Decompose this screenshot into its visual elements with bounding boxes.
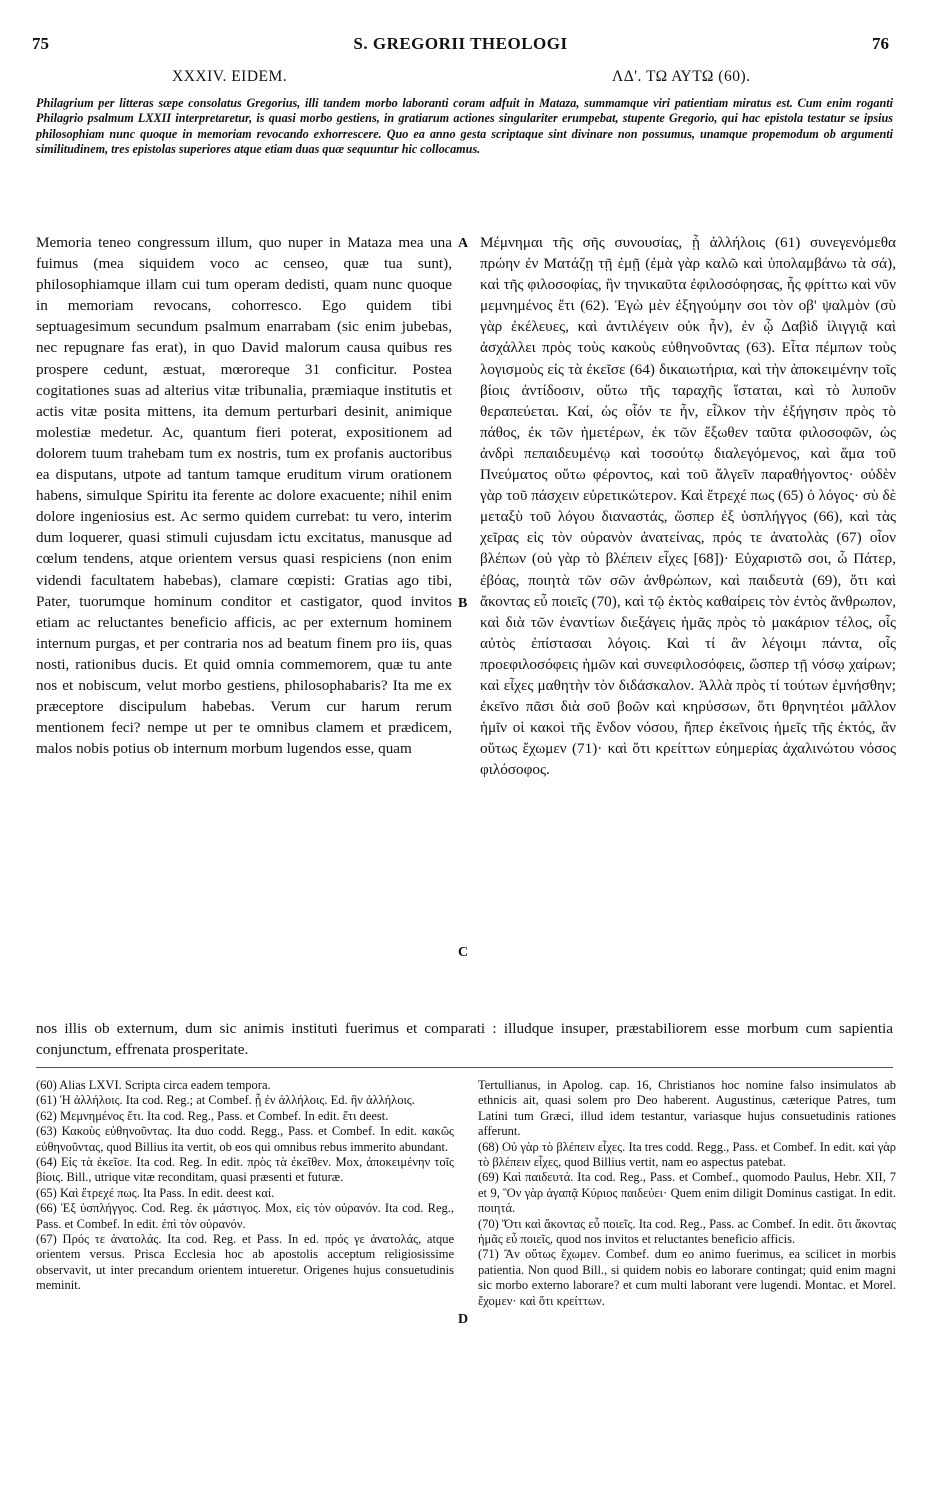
running-title: S. GREGORII THEOLOGI [353, 34, 568, 53]
footnote: Tertullianus, in Apolog. cap. 16, Christianos hoc nomine falso insimulatos ab ethnicis ait, quasi solem pro Deo haberent. Augustinus, cæterique Patres, tum Latini tum Græci, illud idem testantur, variasque hujus consuetudinis rationes afferunt. [478, 1078, 896, 1139]
letter-titles [32, 68, 889, 92]
footnote: (60) Alias LXVI. Scripta circa eadem tempora. [36, 1078, 271, 1092]
greek-column: Μέμνημαι τῆς σῆς συνουσίας, ᾗ ἀλλήλοις (61) συνεγενόμεθα πρώην ἐν Ματάζῃ τῇ ἐμῇ (ἐμὰ γὰρ καλῶ καὶ ὑπολαμβάνω τὰ σά), καὶ τῆς φιλοσοφίας, ἣν τηνικαῦτα ἐφιλοσόφησας, ἧς φρίττω καὶ νῦν μεμνημένος ἔτι (62). Ἐγὼ μὲν ἐξηγούμην σοι τὸν οβ' ψαλμὸν (σὺ γὰρ ἐκέλευες, καὶ ἀντιλέγειν οὐκ ἦν), ἐν ᾧ Δαβὶδ ἰλιγγιᾷ καὶ ἀσχάλλει πρὸς τοὺς κακοὺς εὐθηνοῦντας (63). Εἶτα πέμπων τοὺς λογισμοὺς εἰς τὰ ἐκεῖσε (64) δικαιωτήρια, καὶ τὴν ἀποκειμένην τοῖς βίοις ἀντίδοσιν, οὕτω τῆς ταραχῆς ἵσταται, καὶ τὸ λυποῦν θεραπεύεται. Καί, ὡς οἷόν τε ἦν, εἷλκον τὴν ἐξήγησιν πρὸς τὸ πάθος, ἐκ τῶν ἡμετέρων, ἐκ τῶν ἔξωθεν ταῦτα φιλοσοφῶν, ὡς ἀνδρὶ πεπαιδευμένῳ καὶ τοσούτῳ διαλεγόμενος, καὶ ἅμα τοῦ Πνεύματος οὕτω φέροντος, καὶ τοῦ ἄλγεῖν παραθήγοντος· οὐδὲν γὰρ τοῦ πάσχειν εὑρετικώτερον. Καὶ ἔτρεχέ πως (65) ὁ λόγος· σὺ δὲ μεταξὺ τοῦ λόγου διαναστάς, ὥσπερ ἐξ ὑσπλήγγος (66), καὶ τὰς χεῖρας εἰς τὸν οὐρανὸν ἀνατείνας, πρός τε ἀνατολὰς (67) οἷον βλέπων (οὐ γὰρ τὸ βλέπειν εἶχες [68])· Εὐχαριστῶ σοι, ὦ Πάτερ, ἐβόας, ποιητὰ τῶν σῶν ἀνθρώπων, καὶ παιδευτὰ (69), ὅτι καὶ ἄκοντας εὖ ποιεῖς (70), καὶ τῷ ἐκτὸς καθαίρεις τὸν ἐντὸς ἄνθρωπον, καὶ διὰ τῶν ἐναντίων διεξάγεις ἡμᾶς πρὸς τὸ μακάριον τέλος, οἷς αὐτὸς ἐπίστασαι λόγοις. Καὶ τί ἂν λέγοιμι πάντα, οἷς προεφιλοσόφεις ἡμῶν καὶ συνεφιλοσόφεις, ὥσπερ τῇ νόσῳ χαίρων; καὶ εἶχες μαθητὴν τὸν διδάσκαλον. Ἀλλὰ πρὸς τί τούτων ἐμνήσθην; ἐκεῖνο πᾶσι διὰ σοῦ βοῶν καὶ κηρύσσων, ὅτι θρηνητέοι μᾶλλον ἡμῖν οἱ κακοὶ τῆς ἔνδον νόσου, ἤπερ ἐκεῖνοις ἡμεῖς τῆς ἐκτός, ἂν οὕτως ἔχωμεν (71)· καὶ ὅτι κρείττων εὐημερίας ἀχαλινώτου νόσος φιλόσοφος. [480, 234, 896, 779]
footnote-divider [36, 1067, 893, 1068]
latin-column: Memoria teneo congressum illum, quo nuper in Mataza mea una fuimus (mea siquidem voco ac censeo, quæ tua sunt), philosophiamque illam cui tum operam dedisti, quam nunc quoque in memoriam revocans, cohorresco. Ego quidem tibi septuagesimum secundum psalmum enarrabam (sic enim jubebas, nec repugnare fas erat), in quo David malorum causa quibus res prospere cedunt, æstuat, mœroreque 31 conficitur. Postea cogitationes suas ad alterius vitæ tribunalia, præmiaque institutis et actis vitæ posita mittens, ita demum perturbari desinit, animique molestiæ medetur. Ac, quantum fieri poterat, expositionem ad dolorem tuum trahebam tum ex nostris, tum ex profanis auctoribus ea disputans, utpote ad tantum tamque eruditum virum orationem habens, simulque Spiritu ita ferente ac dolore exacuente; nihil enim dolore ingeniosius est. Ac sermo quidem currebat: tu vero, interim dum loquerer, quasi stimuli cujusdam ictu excitatus, manusque ad cœlum tendens, atque orientem versus quasi respiciens (non enim videndi facultatem habebas), clamare cœpisti: Gratias ago tibi, Pater, tuorumque hominum conditor et castigator, quod invitos etiam ac reluctantes beneficio afficis, ac per externum hominem internum purgas, et per contraria nos ad beatum finem pro iis, quas nosti, rationibus ducis. Et quid omnia commemorem, quæ tu ante nos et nobiscum, velut morbo gestiens, philosophabaris? Ita me ex præceptore discipulum habebas. Verum cur harum rerum mentionem feci? nempe ut per te omnibus clamem et prædicem, malos nobis potius ob internum morbum lugendos esse, quam [36, 234, 452, 758]
margin-letter-d: D [458, 1312, 469, 1327]
footnotes-right [478, 1078, 896, 1309]
margin-letter-a: A [458, 236, 469, 251]
argument-paragraph: Philagrium per litteras sæpe consolatus Gregorius, illi tandem morbo laboranti coram adfuit in Mataza, summamque viri patientiam miratus est. Cum enim roganti Philagrio psalmum LXXII interpretaretur, is quasi morbo gestiens, in gratiarum actiones singulariter erumpebat, stupente Gregorio, qui hac epistola testatur se ipsius philosophiam nunc quoque in memoriam revocando exhorrescere. Quo ea anno gesta scriptaque sint divinare non possumus, unamque propemodum ob argumenti similitudinem, tres epistolas superiores atque etiam duas quæ sequuntur hic collocamus. [36, 96, 893, 156]
footnote: (62) Μεμνημένος ἔτι. Ita cod. Reg., Pass. et Combef. In edit. ἔτι deest. [36, 1108, 389, 1123]
footnote: (67) Πρός τε ἀνατολάς. Ita cod. Reg. et Pass. In ed. πρός γε ἀνατολάς, atque orientem versus. Prisca Ecclesia hoc ab apostolis acceptum religiosissime observavit, ut inter precandum orientem intueretur. Origenes hujus consuetudinis meminit. [36, 1232, 454, 1293]
footnote: (64) Εἰς τὰ ἐκεῖσε. Ita cod. Reg. In edit. πρὸς τὰ ἐκεῖθεν. Mox, ἀποκειμένην τοῖς βίοις. Bill., utrique vitæ reconditam, quasi præsenti et futuræ. [36, 1155, 454, 1185]
margin-letter-b: B [458, 596, 468, 611]
latin-title: XXXIV. EIDEM. [172, 68, 288, 85]
page-header [32, 34, 889, 58]
footnote: (66) Ἐξ ὑσπλήγγος. Cod. Reg. ἐκ μάστιγος. Mox, εἰς τὸν οὐρανόν. Ita cod. Reg., Pass. et Combef. In edit. ἐπὶ τὸν οὐρανόν. [36, 1201, 454, 1231]
footnote: (61) Ἡ ἀλλήλοις. Ita cod. Reg.; at Combef. ᾗ ἐν ἀλλήλοις. Ed. ἣν ἀλλήλοις. [36, 1093, 415, 1108]
footnote: (68) Οὐ γὰρ τὸ βλέπειν εἶχες. Ita tres codd. Regg., Pass. et Combef. In edit. καὶ γὰρ τὸ βλέπειν εἶχες, quod Billius vertit, nam eo aspectus patebat. [478, 1139, 896, 1170]
margin-letter-c: C [458, 945, 469, 960]
latin-continuation: nos illis ob externum, dum sic animis instituti fuerimus et comparati : illudque insuper, præstabiliorem esse morbum cum sapientia conjunctum, effrenata prosperitate. [36, 1020, 893, 1059]
footnote: (70) Ὅτι καὶ ἄκοντας εὖ ποιεῖς. Ita cod. Reg., Pass. ac Combef. In edit. ὅτι ἄκοντας ἡμᾶς εὖ ποιεῖς, quod nos invitos et reluctantes beneficio afficis. [478, 1216, 896, 1247]
footnote: (65) Καὶ ἔτρεχέ πως. Ita Pass. In edit. deest καί. [36, 1185, 275, 1200]
page-number-right: 76 [872, 34, 889, 53]
greek-title: ΛΔ'. ΤΩ ΑΥΤΩ (60). [612, 68, 751, 85]
footnotes-left [36, 1078, 454, 1294]
footnote: (71) Ἂν οὕτως ἔχωμεν. Combef. dum eo animo fuerimus, ea scilicet in morbis patientia. Non quod Bill., si quidem nobis eo laborare contingat; quid enim magni sic morbo externo laborare? et cum multi laborant vere lugendi. Montac. et Morel. ἔχομεν· καὶ ὅτι κρείττων. [478, 1247, 896, 1308]
footnote: (63) Κακοὺς εὐθηνοῦντας. Ita duo codd. Regg., Pass. et Combef. In edit. κακῶς εὐθηνοῦντας, quod Billius ita vertit, ob eos qui omnibus rebus immerito abundant. [36, 1124, 454, 1154]
page-number-left: 75 [32, 34, 49, 53]
footnote: (69) Καὶ παιδευτά. Ita cod. Reg., Pass. et Combef., quomodo Paulus, Hebr. XII, 7 et 9, Ὃν γὰρ ἀγαπᾷ Κύριος παιδεύει· Quem enim diligit Dominus castigat. In edit. ποιητά. [478, 1170, 896, 1216]
